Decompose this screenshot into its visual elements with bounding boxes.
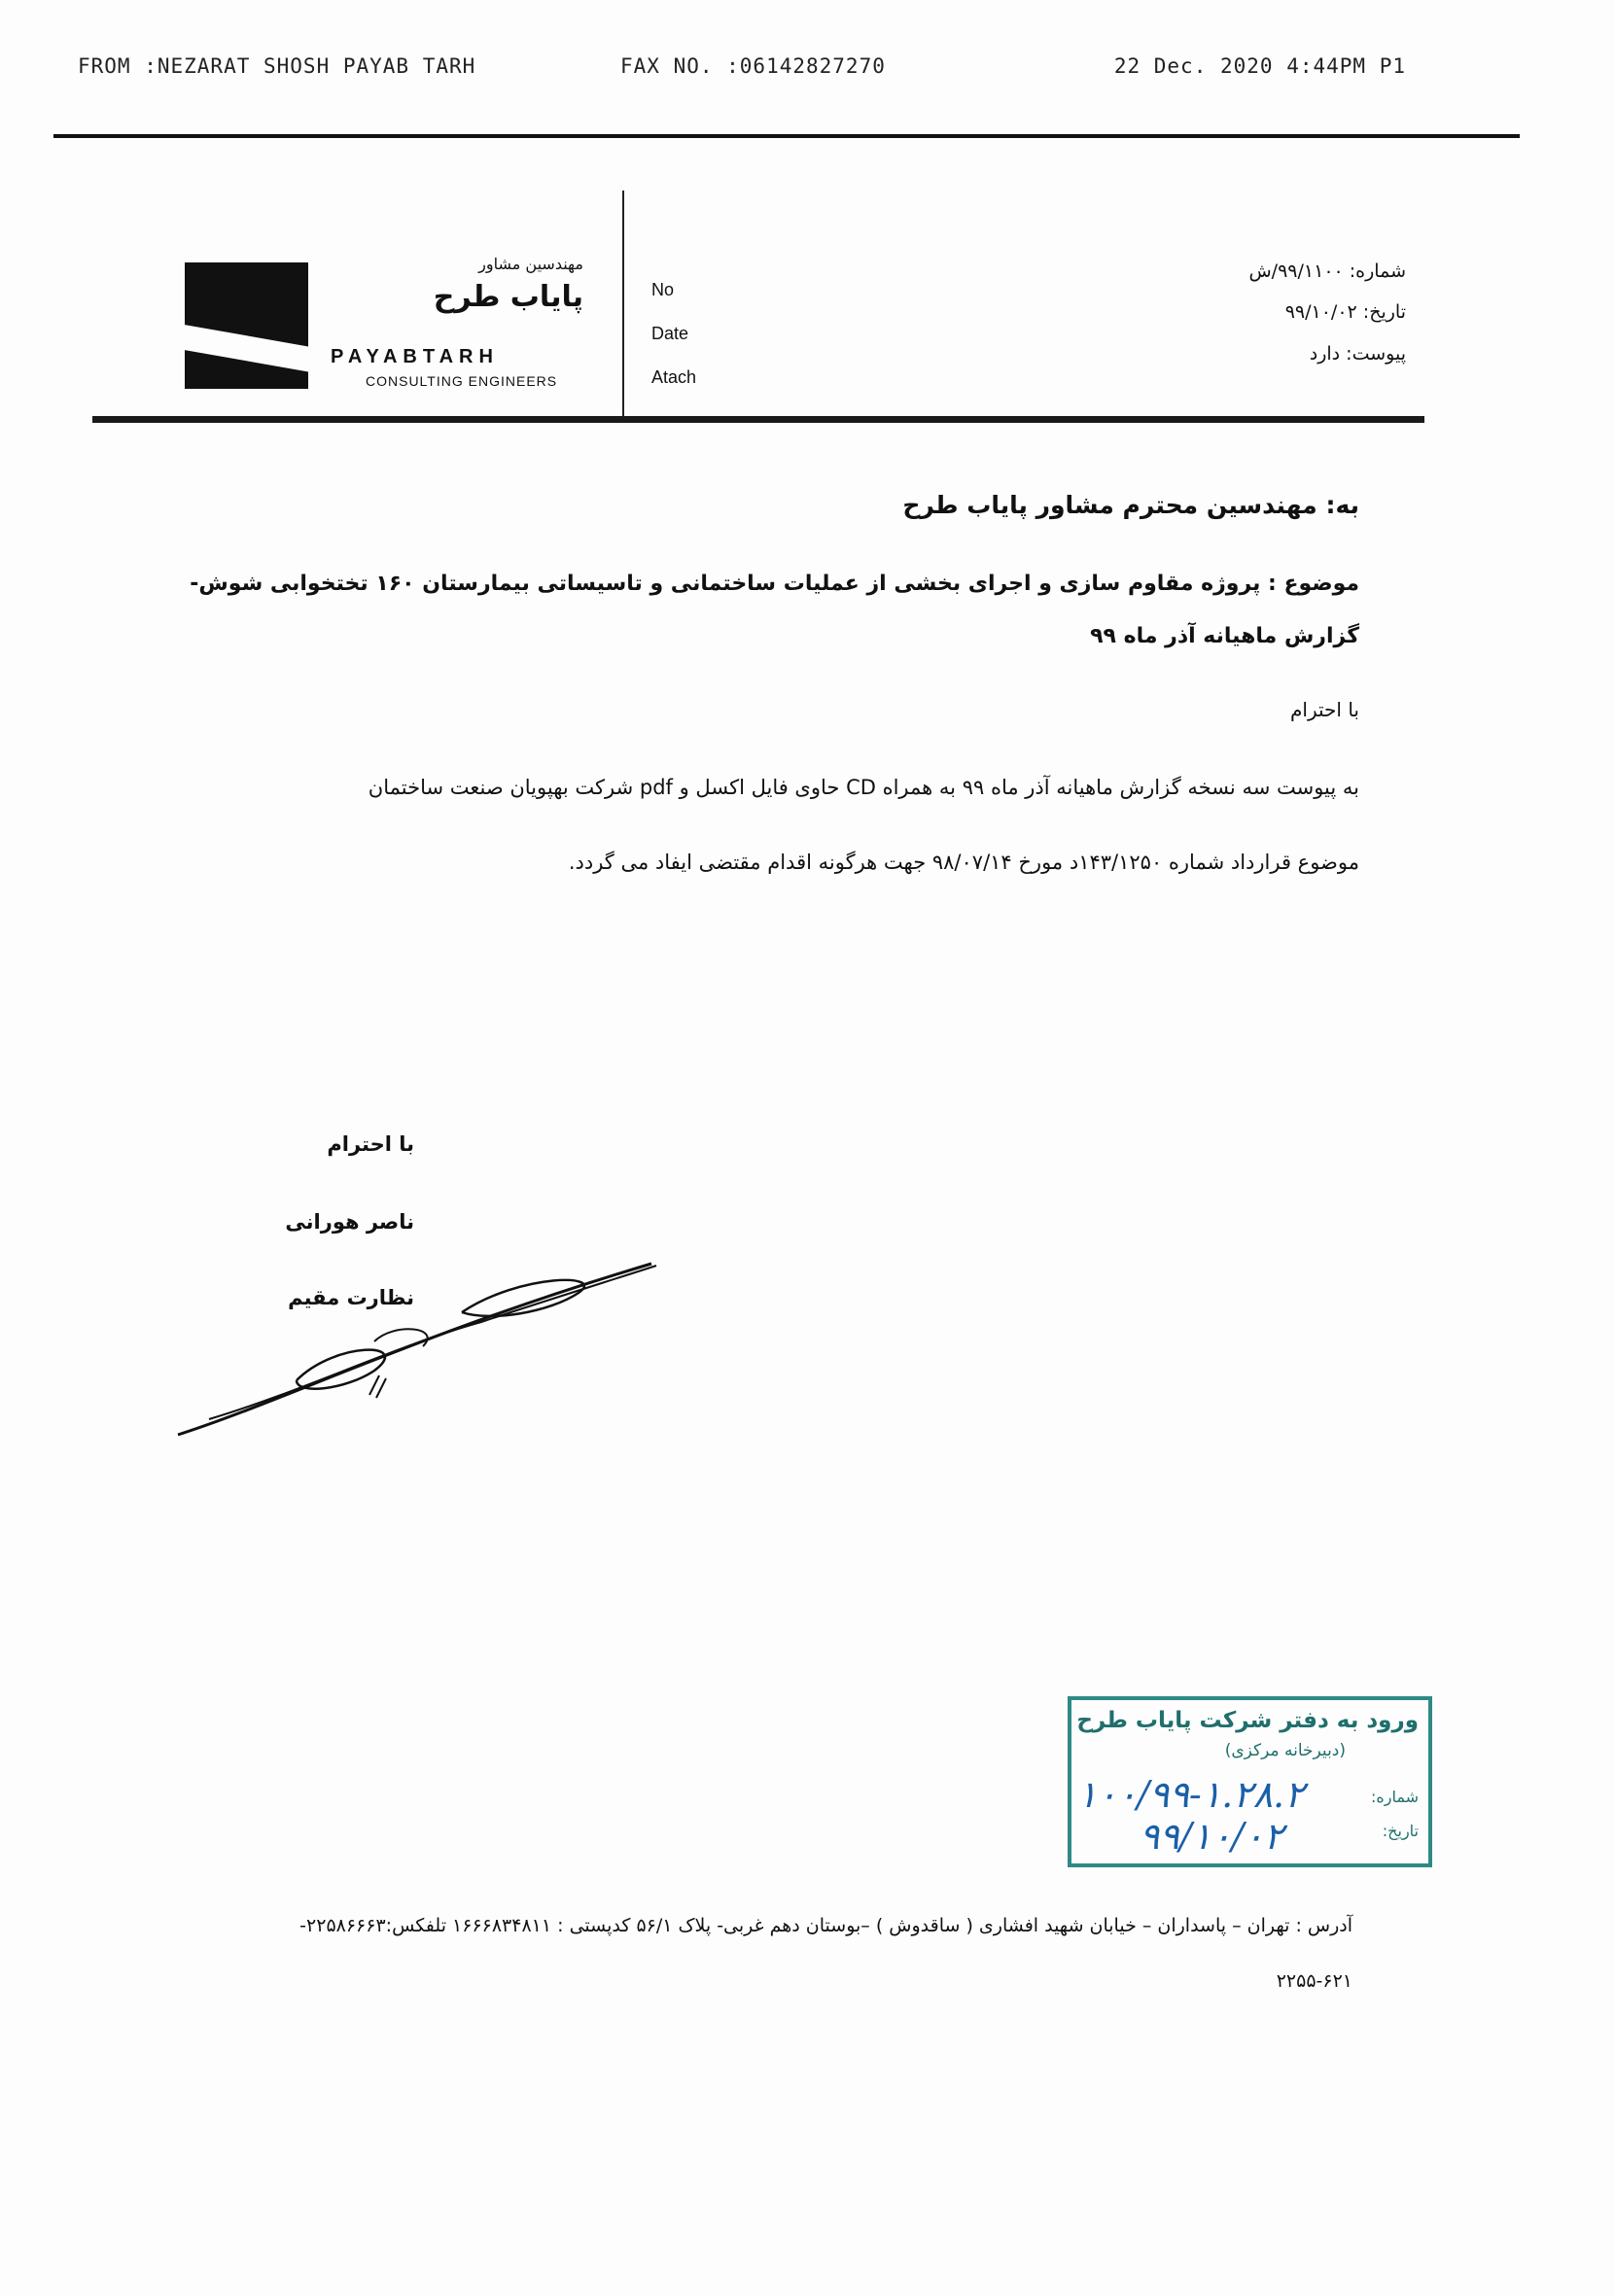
signature-closing: با احترام bbox=[327, 1132, 414, 1156]
letter-number: شماره: ۹۹/۱۱۰۰/ش bbox=[1248, 261, 1406, 282]
stamp-number-value: ۱۰۰/۹۹-۱.۲۸.۲ bbox=[1077, 1773, 1305, 1816]
recipient-line: به: مهندسین محترم مشاور پایاب طرح bbox=[902, 491, 1359, 519]
stamp-subtitle: (دبیرخانه مرکزی) bbox=[1224, 1741, 1346, 1760]
header-rule bbox=[92, 416, 1424, 423]
handwritten-signature bbox=[170, 1254, 666, 1448]
subject-line-2: گزارش ماهیانه آذر ماه ۹۹ bbox=[1090, 624, 1359, 648]
label-date: Date bbox=[651, 324, 689, 343]
top-rule bbox=[53, 134, 1520, 138]
stamp-number-label: شماره: bbox=[1370, 1788, 1419, 1806]
label-no: No bbox=[651, 280, 675, 299]
header-divider bbox=[622, 191, 624, 422]
company-name-fa: پایاب طرح bbox=[433, 280, 583, 314]
letter-date: تاریخ: ۹۹/۱۰/۰۲ bbox=[1284, 301, 1406, 323]
body-line-2: موضوع قرارداد شماره ۱۴۳/۱۲۵۰د مورخ ۹۸/۰۷/۱۴ جهت هرگونه اقدام مقتضی ایفاد می گردد. bbox=[568, 851, 1359, 874]
footer-address: آدرس : تهران – پاسداران – خیابان شهید افشاری ( ساقدوش ) –بوستان دهم غربی- پلاک ۵۶/۱ کدپستی : ۱۶۶۶۸۳۴۸۱۱ تلفکس:۲۲۵۸۶۶۶۳- bbox=[299, 1915, 1352, 1936]
fax-datetime: 22 Dec. 2020 4:44PM P1 bbox=[1113, 54, 1406, 78]
incoming-stamp bbox=[1068, 1696, 1432, 1867]
company-label-small: مهندسین مشاور bbox=[478, 255, 583, 273]
fax-header bbox=[78, 54, 1406, 84]
stamp-date-label: تاریخ: bbox=[1382, 1822, 1419, 1840]
company-logo-icon bbox=[185, 262, 308, 389]
footer-phone-continued: ۲۲۵۵-۶۲۱ bbox=[1276, 1970, 1352, 1992]
subject-line-1: موضوع : پروژه مقاوم سازی و اجرای بخشی از عملیات ساختمانی و تاسیساتی بیمارستان ۱۶۰ تختخوابی شوش- bbox=[190, 572, 1359, 596]
company-tagline: CONSULTING ENGINEERS bbox=[366, 373, 558, 389]
label-attach: Atach bbox=[651, 367, 697, 387]
letterhead bbox=[0, 185, 1615, 428]
fax-number: FAX NO. :06142827270 bbox=[620, 54, 886, 78]
stamp-title: ورود به دفتر شرکت پایاب طرح bbox=[1076, 1708, 1419, 1733]
stamp-date-value: ۹۹/۱۰/۰۲ bbox=[1140, 1815, 1284, 1858]
company-name-en: PAYABTARH bbox=[331, 346, 499, 367]
body-line-1: به پیوست سه نسخه گزارش ماهیانه آذر ماه ۹۹ به همراه CD حاوی فایل اکسل و pdf شرکت بهپویان صنعت ساختمان bbox=[368, 776, 1359, 799]
fax-from: FROM :NEZARAT SHOSH PAYAB TARH bbox=[78, 54, 476, 78]
signer-title: نظارت مقیم bbox=[288, 1286, 414, 1309]
letter-attachment: پیوست: دارد bbox=[1309, 343, 1406, 365]
salutation: با احترام bbox=[1290, 698, 1359, 721]
signer-name: ناصر هورانی bbox=[285, 1210, 414, 1234]
